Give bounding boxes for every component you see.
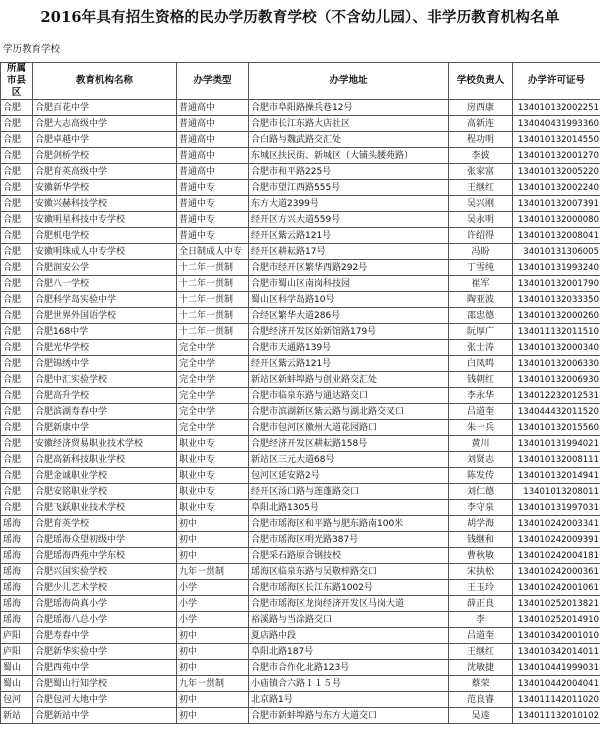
license-number-cell: 134010132005220 [513,164,600,180]
district-cell: 合肥 [1,148,33,164]
institution-name-cell: 合肥大志高级中学 [33,116,177,132]
address-cell: 裕溪路与当涂路交口 [249,612,449,628]
district-cell: 合肥 [1,356,33,372]
district-cell: 瑶海 [1,612,33,628]
institution-name-cell: 合肥新康中学 [33,420,177,436]
license-number-cell: 134010442004041 [513,676,600,692]
address-cell: 夏店路中段 [249,628,449,644]
district-cell: 包河 [1,692,33,708]
license-number-cell: 134010342014011 [513,644,600,660]
table-row [1,180,600,196]
district-cell: 合肥 [1,164,33,180]
header-school-type: 办学类型 [177,63,249,100]
school-type-cell: 职业中专 [177,484,249,500]
principal-cell: 陈发传 [449,468,513,484]
district-cell: 合肥 [1,436,33,452]
address-cell: 北京路1号 [249,692,449,708]
license-number-cell: 134010242003341 [513,516,600,532]
address-cell: 经开区紫云路121号 [249,228,449,244]
school-type-cell: 九年一贯制 [177,564,249,580]
license-number-cell: 134010132002240 [513,180,600,196]
table-row [1,260,600,276]
table-row [1,628,600,644]
principal-cell: 钱朝红 [449,372,513,388]
license-number-cell: 134010132006930 [513,372,600,388]
school-type-cell: 普通高中 [177,100,249,116]
address-cell: 蜀山区科学岛路10号 [249,292,449,308]
license-number-cell: 134010132002251 [513,100,600,116]
school-type-cell: 完全中学 [177,340,249,356]
district-cell: 合肥 [1,276,33,292]
table-row [1,468,600,484]
license-number-cell: 134010132001790 [513,276,600,292]
institution-name-cell: 合肥168中学 [33,324,177,340]
address-cell: 新站区新蚌埠路与创业路交汇处 [249,372,449,388]
school-type-cell: 初中 [177,692,249,708]
district-cell: 合肥 [1,196,33,212]
table-row [1,388,600,404]
license-number-cell: 134010242000361 [513,564,600,580]
district-cell: 庐阳 [1,628,33,644]
institution-name-cell: 合肥八一学校 [33,276,177,292]
district-cell: 合肥 [1,340,33,356]
school-type-cell: 十二年一贯制 [177,308,249,324]
principal-cell: 高新连 [449,116,513,132]
license-number-cell: 34010131306005 [513,244,600,260]
institution-name-cell: 合肥寿春中学 [33,628,177,644]
institution-name-cell: 合肥高升学校 [33,388,177,404]
table-row [1,660,600,676]
school-type-cell: 初中 [177,532,249,548]
school-type-cell: 完全中学 [177,388,249,404]
header-institution-name: 教育机构名称 [33,63,177,100]
principal-cell: 吕道奎 [449,404,513,420]
address-cell: 合肥市滨湖新区紫云路与湖北路交叉口 [249,404,449,420]
license-number-cell: 134010132008111 [513,452,600,468]
district-cell: 合肥 [1,452,33,468]
principal-cell: 刘仁德 [449,484,513,500]
district-cell: 合肥 [1,372,33,388]
institution-name-cell: 合肥科学岛实验中学 [33,292,177,308]
principal-cell: 冯盼 [449,244,513,260]
school-type-cell: 九年一贯制 [177,676,249,692]
institution-name-cell: 安徽明星科技中专学校 [33,212,177,228]
school-type-cell: 初中 [177,548,249,564]
district-cell: 蜀山 [1,676,33,692]
institution-name-cell: 合肥中汇实验学校 [33,372,177,388]
institution-name-cell: 合肥安铭职业学校 [33,484,177,500]
principal-cell: 王继红 [449,180,513,196]
address-cell: 合肥市瑶海区长江东路1002号 [249,580,449,596]
principal-cell: 吴逵 [449,708,513,724]
address-cell: 合肥市天通路139号 [249,340,449,356]
district-cell: 合肥 [1,228,33,244]
license-number-cell: 134010132000340 [513,340,600,356]
address-cell: 合经区繁华大道286号 [249,308,449,324]
institution-name-cell: 合肥瑶海众望初级中学 [33,532,177,548]
principal-cell: 钱继和 [449,532,513,548]
table-row [1,708,600,724]
district-cell: 合肥 [1,100,33,116]
school-type-cell: 十二年一贯制 [177,292,249,308]
address-cell: 合肥市和平路225号 [249,164,449,180]
license-number-cell: 134010132000260 [513,308,600,324]
district-cell: 瑶海 [1,596,33,612]
principal-cell: 曹秋敏 [449,548,513,564]
table-row [1,452,600,468]
principal-cell: 吴永明 [449,212,513,228]
principal-cell: 陶亚波 [449,292,513,308]
address-cell: 合肥市长江东路大店社区 [249,116,449,132]
license-number-cell: 13401013208011 [513,484,600,500]
address-cell: 合肥市新蚌埠路与东方大道交口 [249,708,449,724]
principal-cell: 张士涛 [449,340,513,356]
address-cell: 小庙镇合六路１１５号 [249,676,449,692]
school-type-cell: 小学 [177,580,249,596]
address-cell: 合肥市瑶海区明光路387号 [249,532,449,548]
license-number-cell: 134010132001270 [513,148,600,164]
school-type-cell: 完全中学 [177,356,249,372]
school-type-cell: 初中 [177,516,249,532]
principal-cell: 许绍得 [449,228,513,244]
license-number-cell: 134010242001061 [513,580,600,596]
address-cell: 合肥市包河区徽州大道花园路口 [249,420,449,436]
institution-name-cell: 合肥包河大地中学 [33,692,177,708]
license-number-cell: 134010242004181 [513,548,600,564]
school-type-cell: 小学 [177,612,249,628]
address-cell: 合肥市蜀山区南岗科技园 [249,276,449,292]
institution-name-cell: 安徽明珠成人中专学校 [33,244,177,260]
institution-name-cell: 合肥新站中学 [33,708,177,724]
principal-cell: 吕道奎 [449,628,513,644]
license-number-cell: 134012232012531 [513,388,600,404]
table-row [1,148,600,164]
table-row [1,500,600,516]
institution-name-cell: 合肥新华实验中学 [33,644,177,660]
school-type-cell: 初中 [177,660,249,676]
license-number-cell: 134010441999031 [513,660,600,676]
principal-cell: 王继红 [449,644,513,660]
school-type-cell: 普通中专 [177,180,249,196]
header-license-number: 办学许可证号 [513,63,600,100]
institution-name-cell: 合肥锦绣中学 [33,356,177,372]
principal-cell: 程功明 [449,132,513,148]
district-cell: 合肥 [1,132,33,148]
principal-cell: 薛正良 [449,596,513,612]
principal-cell: 刘贤志 [449,452,513,468]
district-cell: 新站 [1,708,33,724]
principal-cell: 李彼 [449,148,513,164]
principal-cell: 房西康 [449,100,513,116]
district-cell: 合肥 [1,404,33,420]
license-number-cell: 134010132014941 [513,468,600,484]
school-type-cell: 小学 [177,596,249,612]
license-number-cell: 134010132007391 [513,196,600,212]
institution-name-cell: 合肥少儿艺术学校 [33,580,177,596]
license-number-cell: 134011142011020 [513,692,600,708]
school-type-cell: 普通高中 [177,148,249,164]
school-type-cell: 普通中专 [177,228,249,244]
license-number-cell: 134010132014550 [513,132,600,148]
principal-cell: 崔军 [449,276,513,292]
address-cell: 经开区紫云路121号 [249,356,449,372]
license-number-cell: 134010252014910 [513,612,600,628]
institution-name-cell: 合肥滨湖寿春中学 [33,404,177,420]
address-cell: 合肥市望江西路555号 [249,180,449,196]
address-cell: 合肥经济开发区始新馆路179号 [249,324,449,340]
district-cell: 合肥 [1,180,33,196]
district-cell: 合肥 [1,244,33,260]
principal-cell: 邵忠德 [449,308,513,324]
license-number-cell: 134010252013821 [513,596,600,612]
school-type-cell: 初中 [177,708,249,724]
license-number-cell: 134010131993240 [513,260,600,276]
school-type-cell: 职业中专 [177,452,249,468]
principal-cell: 白凤鸣 [449,356,513,372]
schools-table [0,62,600,724]
school-type-cell: 十二年一贯制 [177,324,249,340]
table-row [1,292,600,308]
table-row [1,612,600,628]
principal-cell: 黄川 [449,436,513,452]
district-cell: 合肥 [1,308,33,324]
address-cell: 东方大道2399号 [249,196,449,212]
principal-cell: 蔡荣 [449,676,513,692]
table-row [1,228,600,244]
institution-name-cell: 合肥瑶海西苑中学东校 [33,548,177,564]
school-type-cell: 普通高中 [177,132,249,148]
district-cell: 合肥 [1,420,33,436]
principal-cell: 王玉玲 [449,580,513,596]
institution-name-cell: 合肥兴国实验学校 [33,564,177,580]
license-number-cell: 134010342001010 [513,628,600,644]
principal-cell: 丁雪纯 [449,260,513,276]
table-row [1,516,600,532]
school-type-cell: 普通中专 [177,212,249,228]
district-cell: 合肥 [1,484,33,500]
address-cell: 合肥市合作化北路123号 [249,660,449,676]
address-cell: 阜阳北路187号 [249,644,449,660]
table-row [1,372,600,388]
institution-name-cell: 合肥高新科技职业学校 [33,452,177,468]
table-header-row [1,63,600,100]
district-cell: 蜀山 [1,660,33,676]
table-row [1,212,600,228]
institution-name-cell: 合肥瑶海尚真小学 [33,596,177,612]
district-cell: 合肥 [1,116,33,132]
table-row [1,420,600,436]
table-row [1,676,600,692]
header-principal: 学校负责人 [449,63,513,100]
institution-name-cell: 合肥卓越中学 [33,132,177,148]
district-cell: 合肥 [1,388,33,404]
institution-name-cell: 合肥百花中学 [33,100,177,116]
institution-name-cell: 安徽新华学校 [33,180,177,196]
institution-name-cell: 合肥飞跃职业技术学校 [33,500,177,516]
table-row [1,116,600,132]
principal-cell: 吴兴刚 [449,196,513,212]
principal-cell: 胡学海 [449,516,513,532]
license-number-cell: 134010132000080 [513,212,600,228]
principal-cell: 李 [449,612,513,628]
document-title: 2016年具有招生资格的民办学历教育学校（不含幼儿园）、非学历教育机构名单 [40,9,560,26]
address-cell: 合肥市瑶海区和平路与肥东路南100米 [249,516,449,532]
table-row [1,132,600,148]
table-row [1,484,600,500]
school-type-cell: 完全中学 [177,372,249,388]
table-row [1,644,600,660]
principal-cell: 张家富 [449,164,513,180]
table-row [1,276,600,292]
license-number-cell: 134010131994021 [513,436,600,452]
table-row [1,196,600,212]
school-type-cell: 完全中学 [177,420,249,436]
institution-name-cell: 合肥蜀山行知学校 [33,676,177,692]
district-cell: 瑶海 [1,548,33,564]
institution-name-cell: 安徽经济贸易职业技术学校 [33,436,177,452]
table-row [1,356,600,372]
address-cell: 瑶海区临泉东路与吴敬梓路交口 [249,564,449,580]
principal-cell: 朱一兵 [449,420,513,436]
table-row [1,100,600,116]
institution-name-cell: 合肥光华学校 [33,340,177,356]
institution-name-cell: 合肥瑶海八总小学 [33,612,177,628]
district-cell: 合肥 [1,260,33,276]
school-type-cell: 十二年一贯制 [177,276,249,292]
principal-cell: 范良睿 [449,692,513,708]
institution-name-cell: 合肥金诚职业学校 [33,468,177,484]
table-row [1,404,600,420]
license-number-cell: 134010242009391 [513,532,600,548]
header-address: 办学地址 [249,63,449,100]
address-cell: 合肥市瑶海区龙岗经济开发区马岗大道 [249,596,449,612]
table-row [1,532,600,548]
principal-cell: 沈敏捷 [449,660,513,676]
school-type-cell: 职业中专 [177,500,249,516]
school-type-cell: 普通中专 [177,196,249,212]
address-cell: 阜阳北路1305号 [249,500,449,516]
institution-name-cell: 合肥西苑中学 [33,660,177,676]
institution-name-cell: 合肥世界外国语学校 [33,308,177,324]
table-row [1,244,600,260]
district-cell: 瑶海 [1,580,33,596]
address-cell: 经开区汤口路与莲蓬路交口 [249,484,449,500]
institution-name-cell: 合肥机电学校 [33,228,177,244]
address-cell: 经开区耕耘路17号 [249,244,449,260]
district-cell: 合肥 [1,292,33,308]
address-cell: 合肥市临泉东路与通达路交口 [249,388,449,404]
license-number-cell: 134010132015560 [513,420,600,436]
school-type-cell: 职业中专 [177,436,249,452]
institution-name-cell: 合肥育英高级中学 [33,164,177,180]
license-number-cell: 134040431993360 [513,116,600,132]
license-number-cell: 134010132006330 [513,356,600,372]
district-cell: 合肥 [1,212,33,228]
address-cell: 经开区方兴大道559号 [249,212,449,228]
table-row [1,548,600,564]
section-subtitle: 学历教育学校 [3,44,61,55]
address-cell: 合肥经济开发区耕耘路158号 [249,436,449,452]
institution-name-cell: 合肥润安公学 [33,260,177,276]
district-cell: 合肥 [1,324,33,340]
district-cell: 合肥 [1,468,33,484]
school-type-cell: 初中 [177,644,249,660]
address-cell: 新站区三元大道68号 [249,452,449,468]
license-number-cell: 134010131997031 [513,500,600,516]
principal-cell: 李永华 [449,388,513,404]
table-row [1,596,600,612]
license-number-cell: 134011132010102 [513,708,600,724]
district-cell: 瑶海 [1,516,33,532]
district-cell: 瑶海 [1,564,33,580]
school-type-cell: 普通高中 [177,164,249,180]
license-number-cell: 134011132011510 [513,324,600,340]
district-cell: 合肥 [1,500,33,516]
district-cell: 庐阳 [1,644,33,660]
table-row [1,580,600,596]
license-number-cell: 134010132008041 [513,228,600,244]
address-cell: 合肥市经开区繁华西路292号 [249,260,449,276]
address-cell: 合肥采石路原合钢技校 [249,548,449,564]
table-row [1,340,600,356]
table-row [1,564,600,580]
school-type-cell: 职业中专 [177,468,249,484]
table-row [1,436,600,452]
school-type-cell: 初中 [177,628,249,644]
principal-cell: 李守泉 [449,500,513,516]
table-row [1,692,600,708]
table-row [1,324,600,340]
header-district: 所属市县区 [1,63,33,100]
district-cell: 瑶海 [1,532,33,548]
institution-name-cell: 安徽兴赫科技学校 [33,196,177,212]
school-type-cell: 完全中学 [177,404,249,420]
address-cell: 合白路与魏武路交汇处 [249,132,449,148]
school-type-cell: 十二年一贯制 [177,260,249,276]
school-type-cell: 普通高中 [177,116,249,132]
address-cell: 合肥市阜阳路操兵巷12号 [249,100,449,116]
address-cell: 包河区延安路2号 [249,468,449,484]
table-row [1,164,600,180]
license-number-cell: 134044432011520 [513,404,600,420]
table-body [1,100,600,724]
institution-name-cell: 合肥剑桥学校 [33,148,177,164]
table-row [1,308,600,324]
institution-name-cell: 合肥育英学校 [33,516,177,532]
address-cell: 东城区扶民街、新城区（大铺头腰苑路） [249,148,449,164]
school-type-cell: 全日制成人中专 [177,244,249,260]
license-number-cell: 134010132033350 [513,292,600,308]
principal-cell: 宋执松 [449,564,513,580]
principal-cell: 阮厚广 [449,324,513,340]
